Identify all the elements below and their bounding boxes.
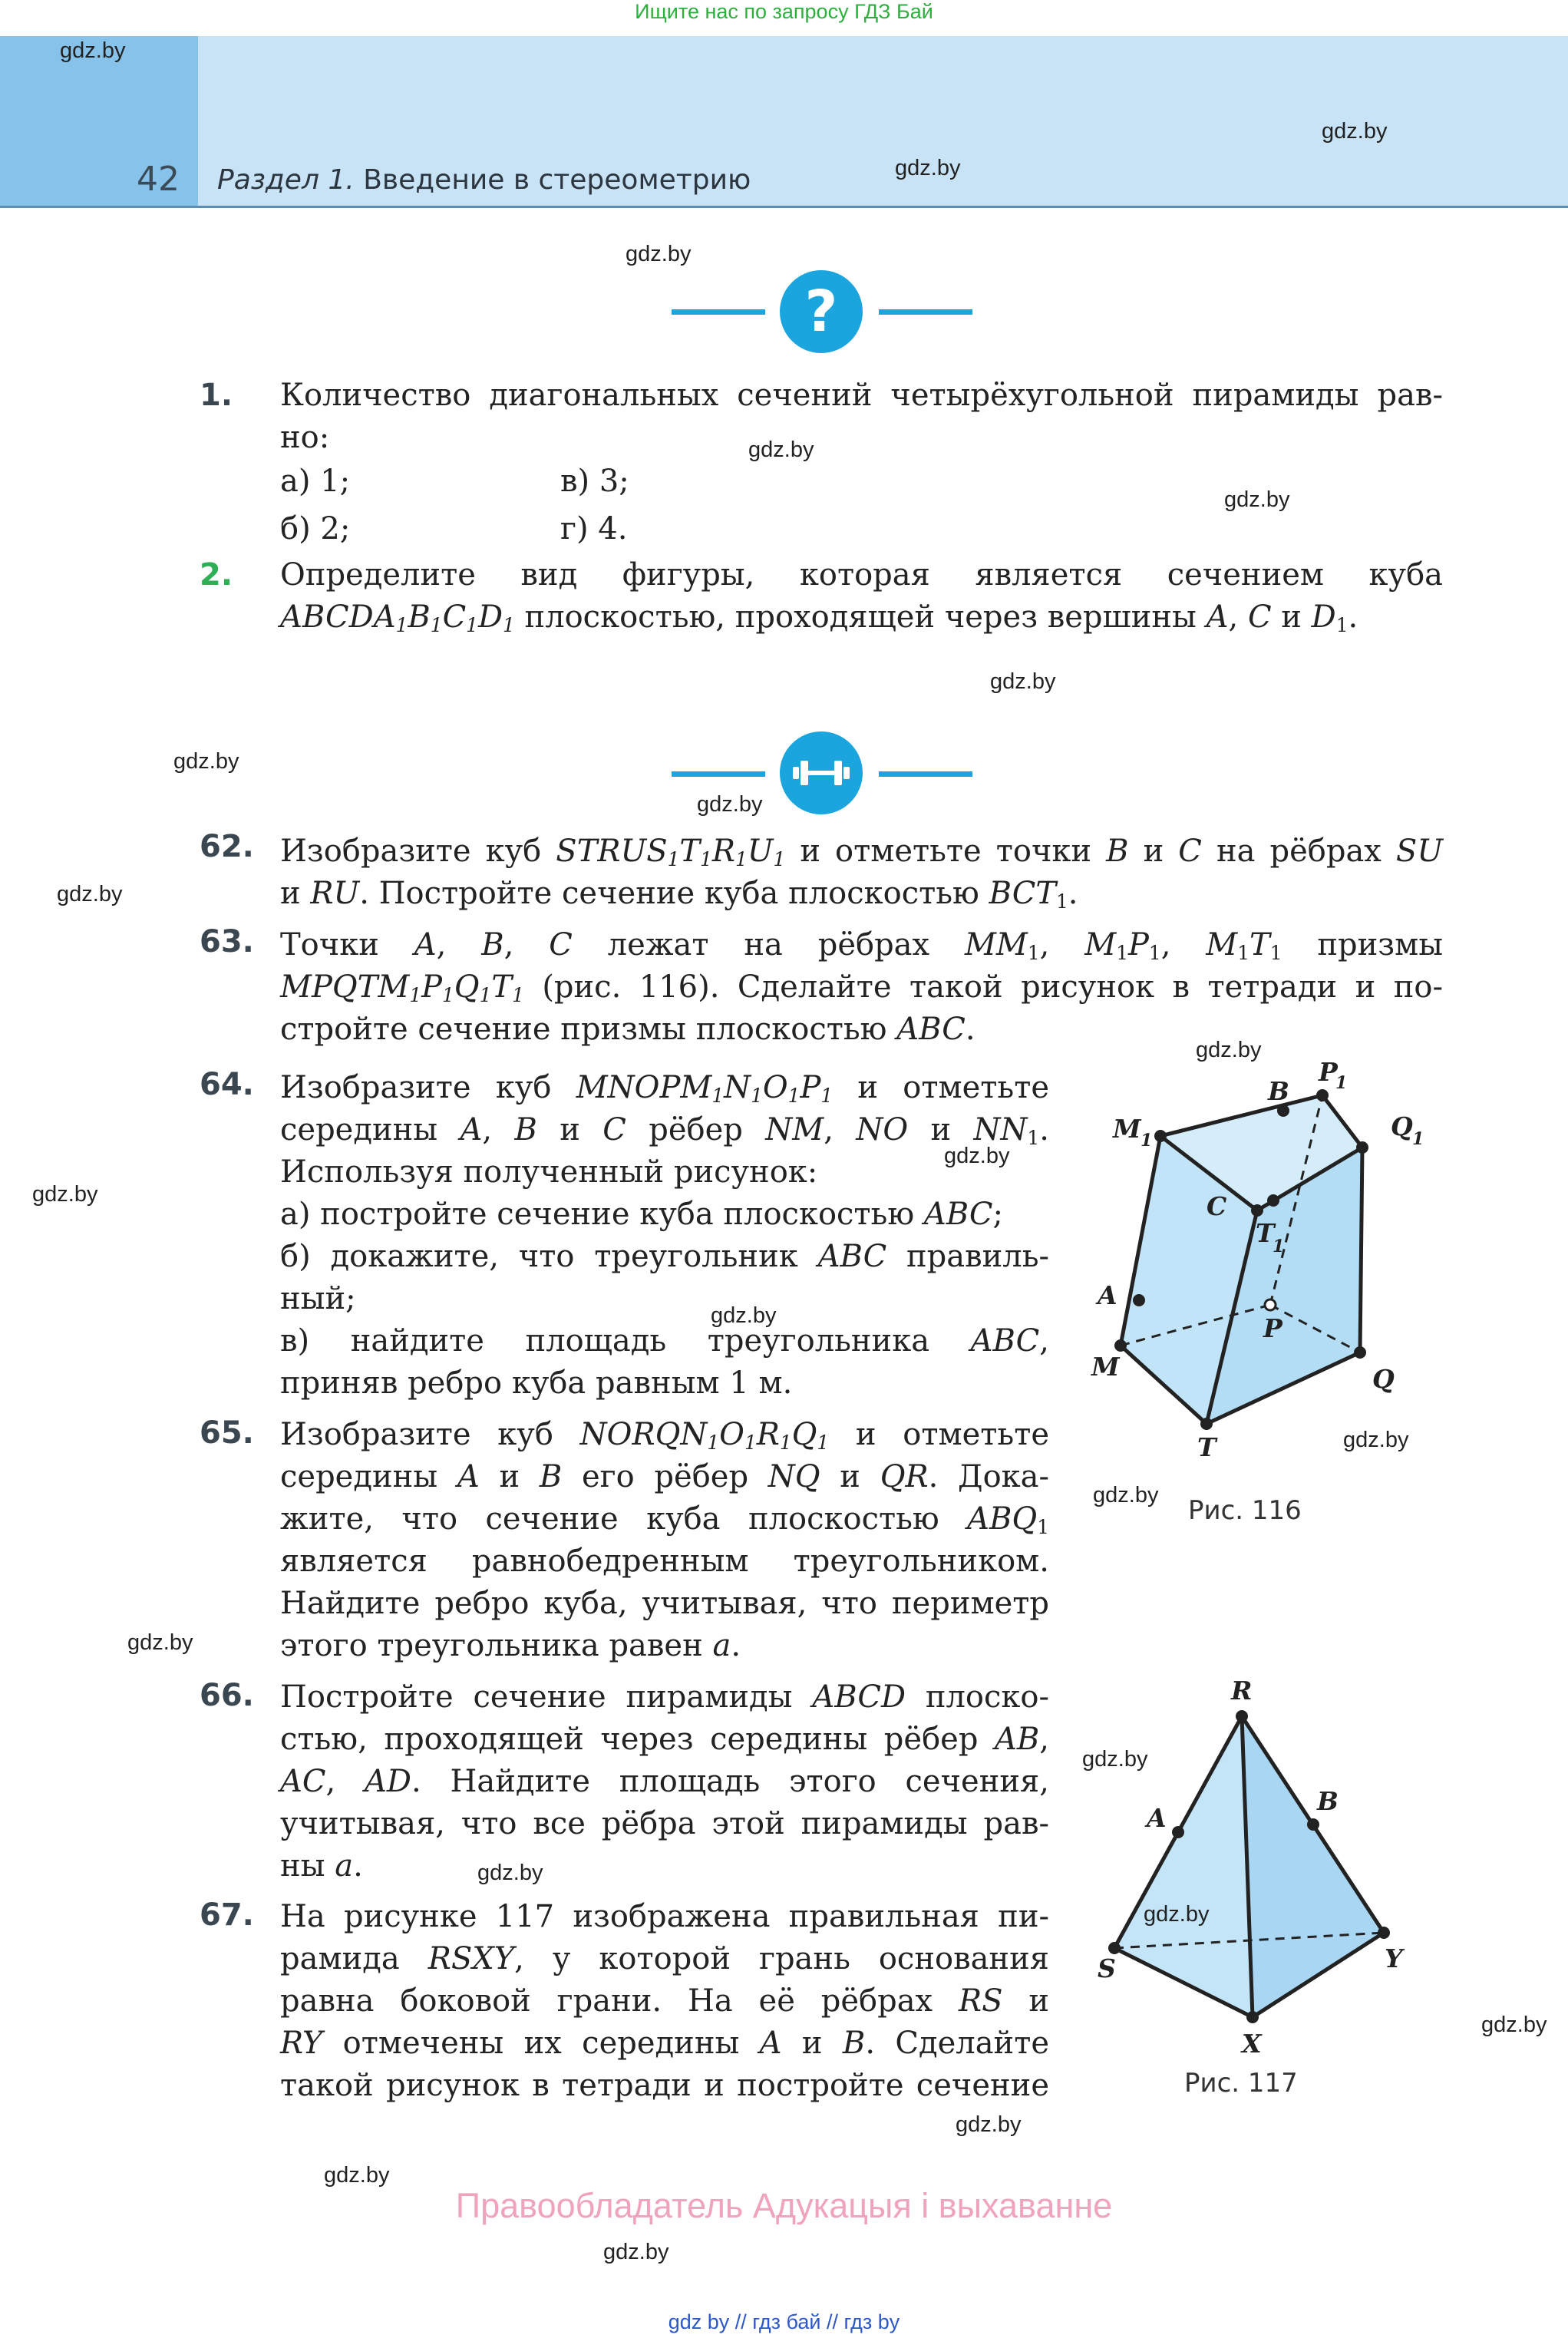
watermark: gdz.by xyxy=(944,1144,1010,1168)
figure-117-caption: Рис. 117 xyxy=(1184,2068,1298,2099)
problem-number: 62. xyxy=(200,829,254,864)
figure-116-caption: Рис. 116 xyxy=(1188,1495,1302,1526)
section-title: Раздел 1. Введение в стереометрию xyxy=(217,164,751,196)
svg-text:1: 1 xyxy=(1141,1131,1153,1151)
header-divider xyxy=(0,206,1568,208)
svg-text:1: 1 xyxy=(1273,1237,1285,1257)
problem-text: Изобразите куб $STRUS_1T_1R_1U_1$ и отметьте точки B и C на рёбрах SU и RU. Постройте сечение куба плоскостью $BCT_1$. xyxy=(280,834,1444,913)
watermark: gdz.by xyxy=(32,1182,98,1207)
copyright-notice: Правообладатель Адукацыя і выхаванне xyxy=(455,2186,1113,2225)
svg-text:P: P xyxy=(1263,1313,1282,1343)
top-search-banner[interactable]: Ищите нас по запросу ГДЗ Бай xyxy=(635,0,933,23)
question-text: Количество диагональных сечений четырёхугольной пирамиды рав- но: xyxy=(280,378,1443,455)
svg-text:T: T xyxy=(1197,1432,1216,1462)
watermark: gdz.by xyxy=(1144,1902,1210,1927)
svg-text:S: S xyxy=(1098,1953,1116,1983)
problem-text: Изобразите куб $NORQN_1O_1R_1Q_1$ и отметьте середины A и B его рёбер NQ и QR. Дока- жите, что сечение куба плоскостью $ABQ_1$ является равнобедренным треугольником. Найдите ребро куба, учитывая, что периметр этого треугольника равен a. xyxy=(280,1417,1050,1663)
icon-rule-left xyxy=(672,771,765,777)
svg-text:Q: Q xyxy=(1372,1364,1395,1394)
watermark: gdz.by xyxy=(1082,1747,1148,1772)
svg-text:1: 1 xyxy=(1335,1073,1348,1093)
svg-text:Y: Y xyxy=(1385,1943,1403,1973)
svg-text:X: X xyxy=(1242,2029,1262,2057)
watermark: gdz.by xyxy=(1481,2013,1547,2037)
problem-number: 66. xyxy=(200,1678,254,1713)
answer-option: б) 2; xyxy=(280,511,351,547)
question-number: 1. xyxy=(200,378,233,413)
problem-text: На рисунке 117 изображена правильная пи- рамида RSXY, у которой грань основания равна боковой грани. На её рёбрах RS и RY отмечены их середины A и B. Сделайте такой рисунок в тетради и постройте сечение xyxy=(280,1899,1050,2103)
watermark: gdz.by xyxy=(697,792,763,817)
question-mark-icon: ? xyxy=(780,270,863,353)
icon-rule-right xyxy=(879,771,972,777)
watermark: gdz.by xyxy=(1093,1483,1159,1507)
svg-text:B: B xyxy=(1268,1076,1289,1106)
question-number: 2. xyxy=(200,557,233,593)
watermark: gdz.by xyxy=(173,749,239,774)
answer-option: в) 3; xyxy=(560,464,629,499)
svg-text:B: B xyxy=(1317,1786,1339,1816)
watermark: gdz.by xyxy=(603,2240,669,2264)
watermark: gdz.by xyxy=(1343,1428,1409,1452)
watermark: gdz.by xyxy=(1196,1038,1262,1062)
problem-text: Постройте сечение пирамиды ABCD плоско- стью, проходящей через середины рёбер AB, AC, AD. Найдите площадь этого сечения, учитывая, что все рёбра этой пирамиды рав- ны a. xyxy=(280,1679,1049,1884)
figure-116-prism xyxy=(1074,1036,1474,1481)
svg-text:P: P xyxy=(1319,1057,1338,1087)
icon-rule-left xyxy=(672,309,765,315)
watermark: gdz.by xyxy=(711,1303,777,1328)
watermark: gdz.by xyxy=(1224,487,1290,512)
watermark: gdz.by xyxy=(57,882,123,906)
problem-text: Изобразите куб $MNOPM_1N_1O_1P_1$ и отметьте середины A, B и C рёбер NM, NO и $NN_1$. Используя полученный рисунок: а) постройте сечение куба плоскостью ABC; б) докажите, что треугольник ABC правиль- ный; в) найдите площадь треугольника ABC, приняв ребро куба равным 1 м. xyxy=(280,1070,1050,1401)
icon-rule-right xyxy=(879,309,972,315)
watermark: gdz.by xyxy=(990,669,1056,694)
watermark: gdz.by xyxy=(477,1861,543,1885)
svg-text:M: M xyxy=(1091,1352,1120,1382)
watermark: gdz.by xyxy=(324,2163,390,2188)
problem-number: 65. xyxy=(200,1415,254,1451)
answer-option: г) 4. xyxy=(560,511,628,547)
problem-number: 67. xyxy=(200,1897,254,1933)
svg-text:M: M xyxy=(1113,1114,1141,1144)
svg-text:C: C xyxy=(1207,1191,1227,1221)
problem-text: Точки A, B, C лежат на рёбрах $MM_1$, $M_1P_1$, $M_1T_1$ призмы $MPQTM_1P_1Q_1T_1$ (рис. 116). Сделайте такой рисунок в тетради и по- стройте сечение призмы плоскостью ABC. xyxy=(280,927,1444,1047)
watermark: gdz.by xyxy=(127,1630,193,1655)
figure-117-pyramid xyxy=(1090,1673,1443,2057)
watermark: gdz.by xyxy=(895,156,961,180)
watermark: gdz.by xyxy=(1322,119,1388,144)
watermark: gdz.by xyxy=(956,2112,1022,2137)
problem-number: 64. xyxy=(200,1067,254,1102)
footer-links[interactable]: gdz by // гдз бай // гдз by xyxy=(668,2310,900,2333)
page-number: 42 xyxy=(137,160,180,199)
svg-text:A: A xyxy=(1098,1280,1117,1310)
svg-text:R: R xyxy=(1231,1676,1253,1706)
question-text: Определите вид фигуры, которая является сечением куба $ABCDA_1B_1C_1D_1$ плоскостью, проходящей через вершины A, C и $D_1$. xyxy=(280,557,1443,637)
svg-text:A: A xyxy=(1147,1803,1167,1833)
answer-option: а) 1; xyxy=(280,464,351,499)
problem-number: 63. xyxy=(200,924,254,959)
svg-text:Q: Q xyxy=(1391,1111,1413,1141)
svg-text:1: 1 xyxy=(1412,1129,1424,1149)
svg-text:T: T xyxy=(1256,1218,1275,1248)
dumbbell-icon xyxy=(780,731,863,814)
watermark: gdz.by xyxy=(748,438,814,462)
watermark: gdz.by xyxy=(60,38,126,63)
watermark: gdz.by xyxy=(626,242,692,266)
